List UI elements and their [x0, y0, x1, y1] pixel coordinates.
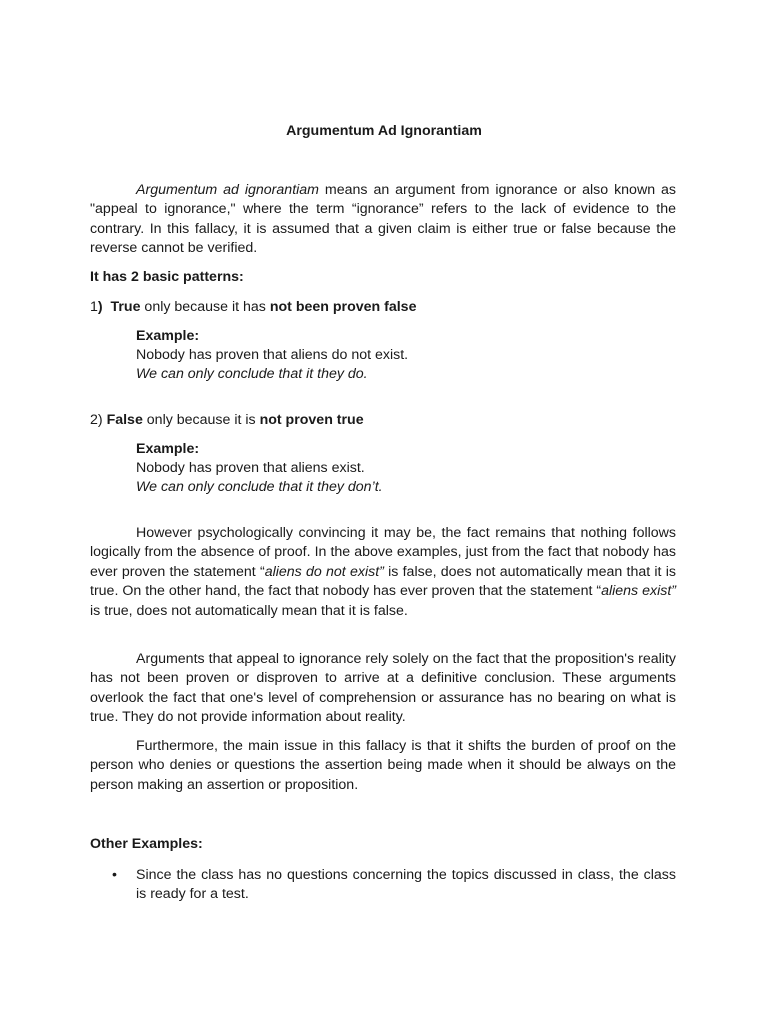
list-item	[112, 866, 676, 905]
patterns-heading-text: It has 2 basic patterns:	[90, 269, 244, 285]
however-quote-1: aliens do not exist”	[264, 563, 384, 580]
pattern-2	[90, 411, 364, 430]
bullet-marker: •	[112, 867, 117, 883]
pattern-2-example-line-2: We can only conclude that it they don’t.	[136, 479, 383, 495]
arguments-paragraph: Arguments that appeal to ignorance rely solely on the fact that the proposition's reality has not been proven or disproven to arrive at a definitive conclusion. These arguments overlook the fact that one's level of comprehension or assurance has no bearing on what is true. They do not provide information about reality.	[90, 651, 676, 726]
pattern-2-middle: only because it is	[142, 412, 260, 428]
pattern-1-paren: )	[97, 299, 103, 315]
other-examples-heading-text: Other Examples:	[90, 836, 203, 852]
bullet-text: Since the class has no questions concerning the topics discussed in class, the class is ready for a test.	[136, 867, 676, 903]
patterns-heading	[90, 268, 244, 287]
pattern-1-middle: only because it has	[140, 299, 270, 315]
pattern-2-example	[136, 440, 383, 497]
however-text-c: is false, does not automatically mean that it is true. On the other hand, the fact that nobody has ever proven that the statement “	[90, 563, 676, 600]
pattern-2-emphasis: not proven true	[259, 412, 364, 428]
pattern-1-keyword: True	[110, 299, 141, 315]
document-title: Argumentum Ad Ignorantiam	[286, 123, 482, 139]
pattern-2-example-label: Example:	[136, 441, 200, 457]
however-paragraph	[90, 524, 676, 621]
pattern-1-example-line-2: We can only conclude that it they do.	[136, 366, 368, 382]
pattern-2-example-line-1: Nobody has proven that aliens exist.	[136, 460, 365, 476]
however-quote-2: aliens exist”	[601, 583, 676, 600]
pattern-1-emphasis: not been proven false	[269, 299, 417, 315]
intro-paragraph	[90, 181, 676, 259]
however-text-a: However psychologically convincing it may be, the fact remains that nothing follows logically from the absence of proof. In the above examples, just from the fact that nobody has ever proven the statement “	[90, 525, 676, 580]
however-text-e: is true, does not automatically mean that it is false.	[90, 602, 408, 619]
pattern-2-number: 2)	[90, 412, 107, 428]
intro-text: means an argument from ignorance or also known as "appeal to ignorance," where the term “ignorance” refers to the lack of evidence to the contrary. In this fallacy, it is assumed that a given claim is either true or false because the reverse cannot be verified.	[90, 182, 676, 257]
pattern-1-example-line-1: Nobody has proven that aliens do not exist.	[136, 347, 409, 363]
pattern-1-example	[136, 327, 408, 384]
furthermore-paragraph: Furthermore, the main issue in this fallacy is that it shifts the burden of proof on the person who denies or questions the assertion being made when it should be always on the person making an assertion or proposition.	[90, 738, 676, 793]
pattern-1	[90, 298, 416, 317]
pattern-2-keyword: False	[106, 412, 143, 428]
other-examples-heading	[90, 835, 203, 854]
intro-term: Argumentum ad ignorantiam	[136, 182, 319, 198]
pattern-1-number: 1	[90, 299, 98, 315]
pattern-1-example-label: Example:	[136, 328, 200, 344]
